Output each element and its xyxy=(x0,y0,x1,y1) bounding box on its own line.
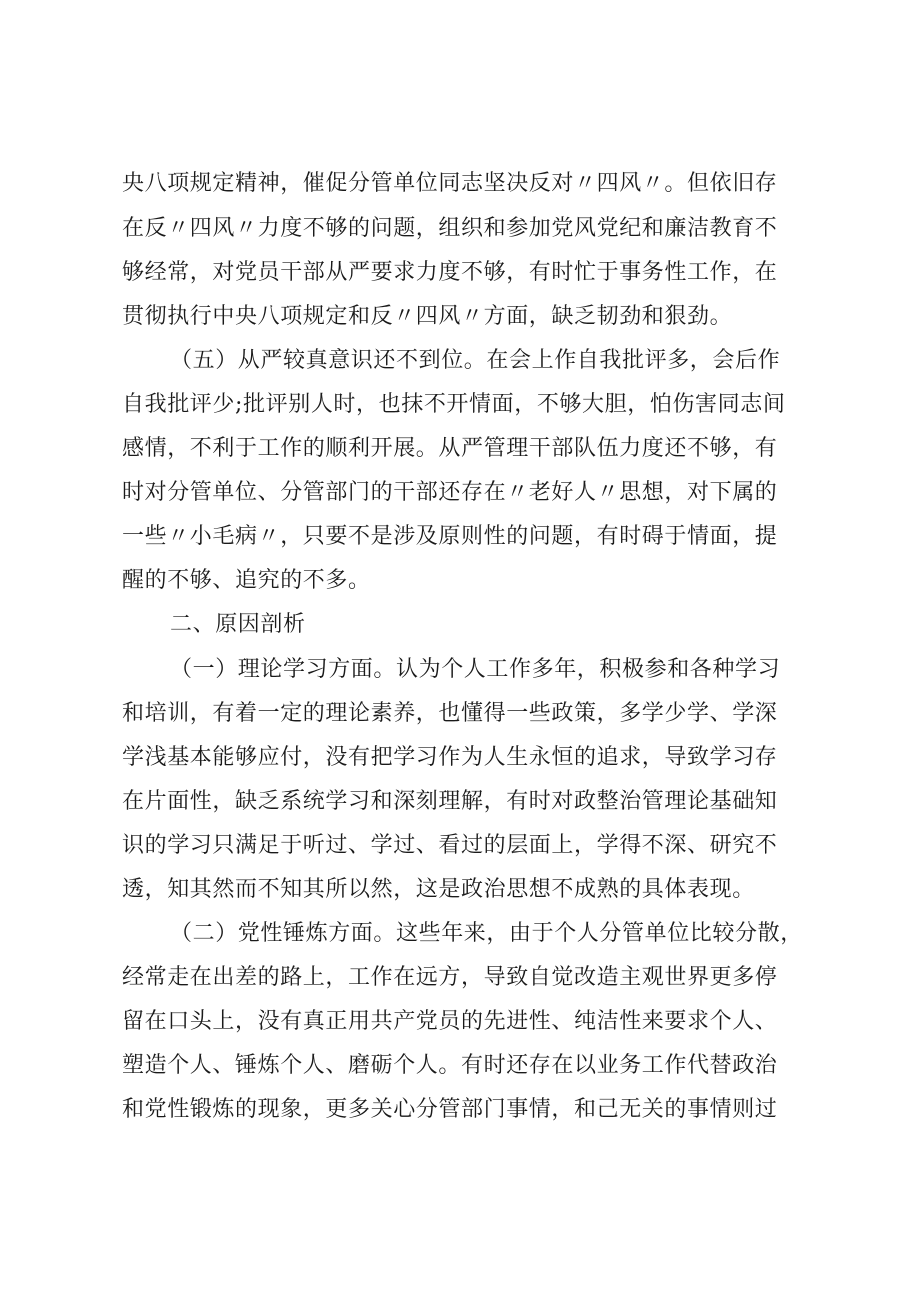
section-five-heading-line: （五）从严较真意识还不到位。在会上作自我批评多，会后作 xyxy=(170,348,781,373)
paragraph-line: 时对分管单位、分管部门的干部还存在〃老好人〃思想，对下属的 xyxy=(122,480,778,505)
paragraph-line: 识的学习只满足于听过、学过、看过的层面上，学得不深、研究不 xyxy=(122,833,778,858)
paragraph-line: 贯彻执行中央八项规定和反〃四风〃方面，缺乏韧劲和狠劲。 xyxy=(122,304,733,329)
paragraph-line: 和党性锻炼的现象，更多关心分管部门事情，和己无关的事情则过 xyxy=(122,1097,778,1122)
paragraph-line: 央八项规定精神，催促分管单位同志坚决反对〃四风〃。但依旧存 xyxy=(122,171,778,196)
paragraph-line: 塑造个人、锤炼个人、磨砺个人。有时还存在以业务工作代替政治 xyxy=(122,1053,778,1078)
paragraph-line: 经常走在出差的路上，工作在远方，导致自觉改造主观世界更多停 xyxy=(122,965,778,990)
paragraph-line: 学浅基本能够应付，没有把学习作为人生永恒的追求，导致学习存 xyxy=(122,745,778,770)
paragraph-line: 醒的不够、追究的不多。 xyxy=(122,568,371,593)
paragraph-line: 在片面性，缺乏系统学习和深刻理解，有时对政整治管理论基础知 xyxy=(122,789,778,814)
paragraph-line: 够经常，对党员干部从严要求力度不够，有时忙于事务性工作，在 xyxy=(122,260,778,285)
paragraph-line: 自我批评少;批评别人时，也抹不开情面，不够大胆，怕伤害同志间 xyxy=(122,392,786,417)
subsection-two-heading-line: （二）党性锤炼方面。这些年来，由于个人分管单位比较分散， xyxy=(170,921,803,946)
paragraph-line: 一些〃小毛病〃，只要不是涉及原则性的问题，有时碍于情面，提 xyxy=(122,524,778,549)
paragraph-line: 在反〃四风〃力度不够的问题，组织和参加党风党纪和廉洁教育不 xyxy=(122,216,778,241)
paragraph-line: 感情，不利于工作的顺利开展。从严管理干部队伍力度还不够，有 xyxy=(122,436,778,461)
paragraph-line: 透，知其然而不知其所以然，这是政治思想不成熟的具体表现。 xyxy=(122,877,755,902)
subsection-one-heading-line: （一）理论学习方面。认为个人工作多年，积极参和各种学习 xyxy=(170,657,781,682)
paragraph-line: 留在口头上，没有真正用共产党员的先进性、纯洁性来要求个人、 xyxy=(122,1009,778,1034)
section-heading-cause-analysis: 二、原因剖析 xyxy=(170,612,306,637)
paragraph-line: 和培训，有着一定的理论素养，也懂得一些政策，多学少学、学深 xyxy=(122,701,778,726)
